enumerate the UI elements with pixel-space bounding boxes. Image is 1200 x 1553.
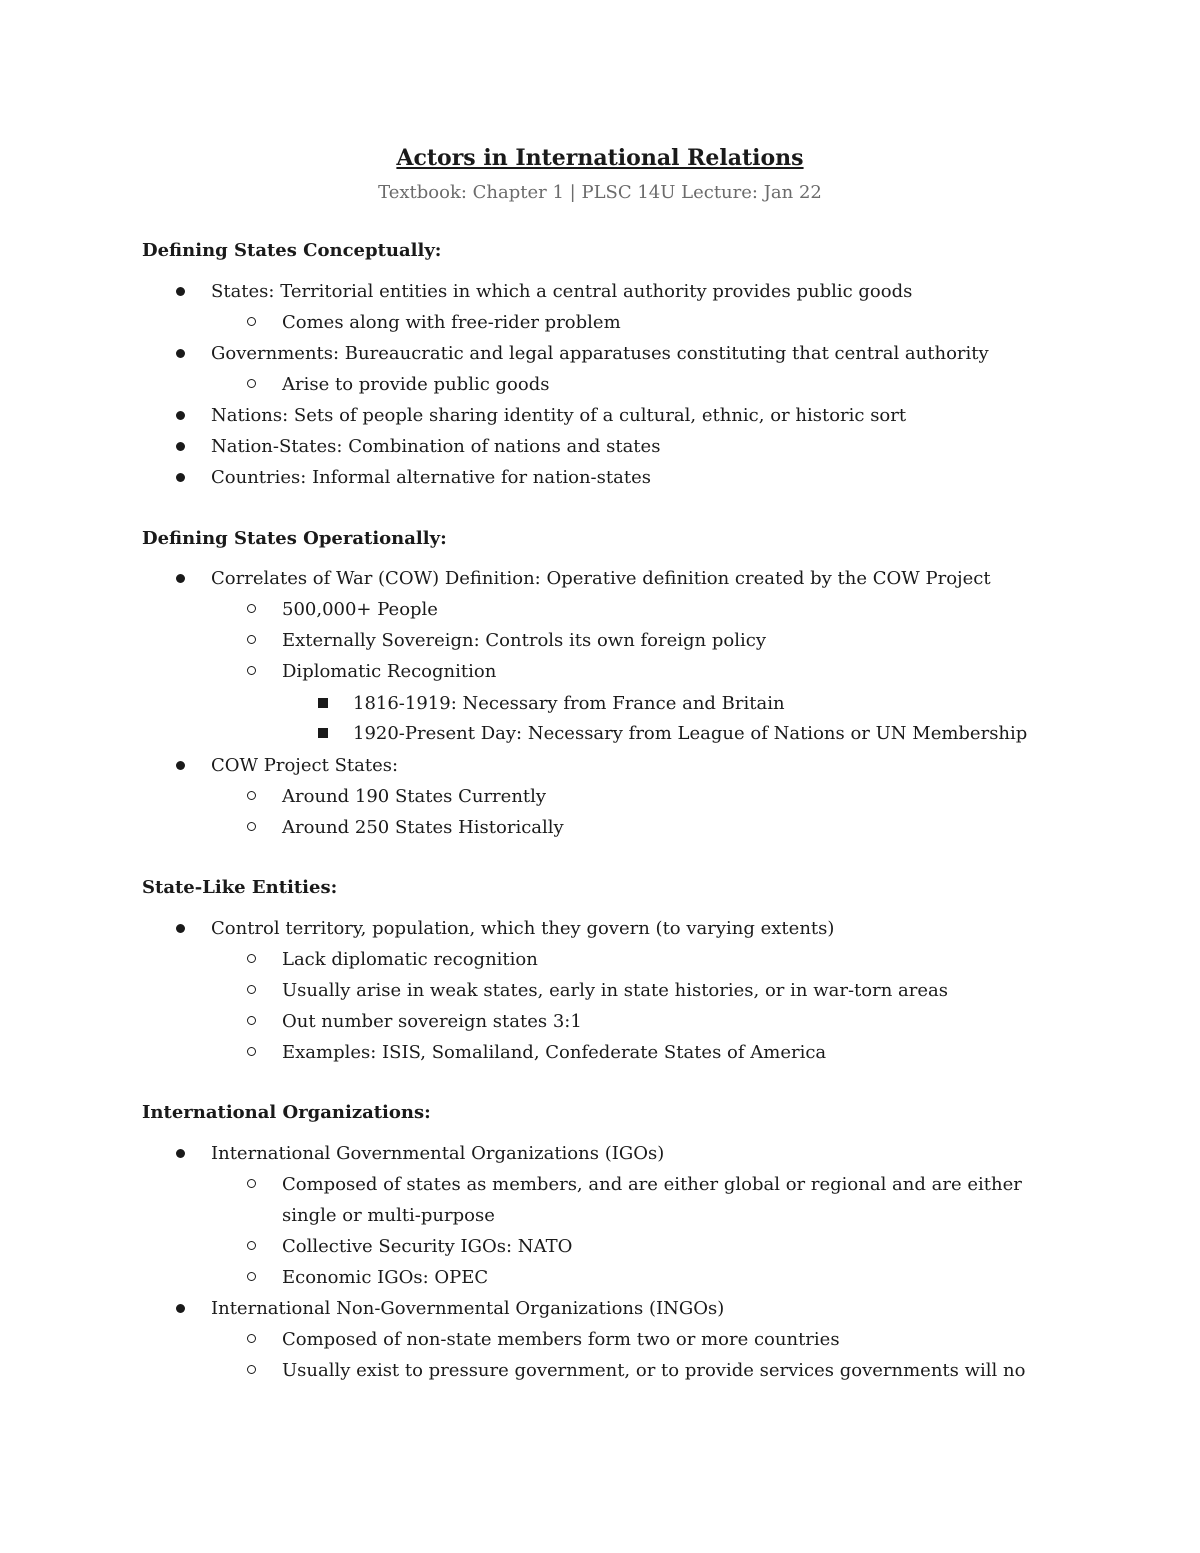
list-item: Nation-States: Combination of nations and states [211, 436, 661, 457]
list-item: Diplomatic Recognition [282, 661, 497, 682]
list-item: COW Project States: [211, 755, 399, 776]
list-item-continuation: single or multi-purpose [282, 1205, 495, 1226]
list-item: Composed of states as members, and are either global or regional and are either [282, 1174, 1022, 1195]
list-item: Arise to provide public goods [282, 374, 550, 395]
list-item: Countries: Informal alternative for nation-states [211, 467, 651, 488]
list-item: Usually arise in weak states, early in state histories, or in war-torn areas [282, 980, 948, 1001]
list-item: Comes along with free-rider problem [282, 312, 621, 333]
list-item: Out number sovereign states 3:1 [282, 1011, 582, 1032]
list-item: Control territory, population, which they govern (to varying extents) [211, 918, 835, 939]
list-item: Composed of non-state members form two or more countries [282, 1329, 840, 1350]
list-item: Usually exist to pressure government, or to provide services governments will no [282, 1360, 1026, 1381]
list-item: Examples: ISIS, Somaliland, Confederate States of America [282, 1042, 827, 1063]
list-item: Lack diplomatic recognition [282, 949, 538, 970]
list-item: States: Territorial entities in which a central authority provides public goods [211, 281, 913, 302]
list-item: Governments: Bureaucratic and legal apparatuses constituting that central authority [211, 343, 989, 364]
list-item: 500,000+ People [282, 599, 438, 620]
list-item: Economic IGOs: OPEC [282, 1267, 489, 1288]
list-item: Correlates of War (COW) Definition: Operative definition created by the COW Project [211, 568, 991, 589]
list-item: Around 250 States Historically [282, 817, 564, 838]
list-item: International Non-Governmental Organizations (INGOs) [211, 1298, 725, 1319]
list-item: Externally Sovereign: Controls its own foreign policy [282, 630, 766, 651]
list-item: 1816-1919: Necessary from France and Britain [353, 693, 785, 714]
section-heading-operational: Defining States Operationally: [142, 528, 447, 549]
list-item: Around 190 States Currently [282, 786, 547, 807]
section-heading-conceptual: Defining States Conceptually: [142, 240, 442, 261]
section-heading-intl-orgs: International Organizations: [142, 1102, 431, 1123]
list-item: 1920-Present Day: Necessary from League of Nations or UN Membership [353, 723, 1028, 744]
list-item: Nations: Sets of people sharing identity of a cultural, ethnic, or historic sort [211, 405, 907, 426]
document-title: Actors in International Relations [396, 145, 804, 171]
list-item: Collective Security IGOs: NATO [282, 1236, 573, 1257]
document-subtitle: Textbook: Chapter 1 | PLSC 14U Lecture: Jan 22 [378, 182, 822, 203]
list-item: International Governmental Organizations (IGOs) [211, 1143, 665, 1164]
section-heading-state-like: State-Like Entities: [142, 877, 338, 898]
